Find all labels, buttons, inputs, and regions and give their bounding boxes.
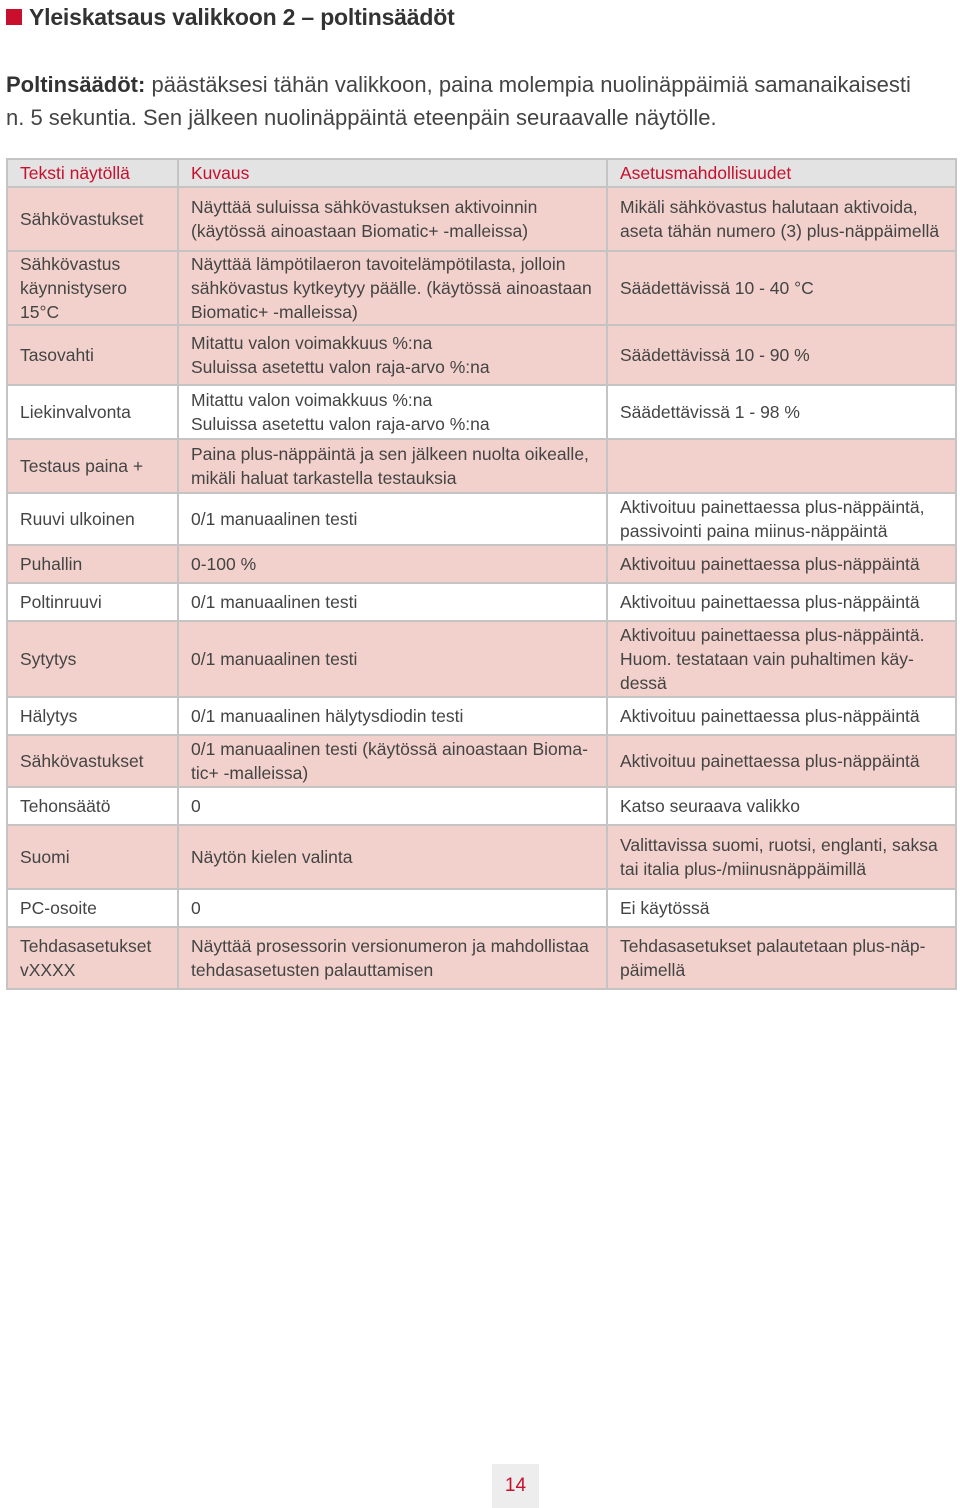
table-row (7, 889, 956, 927)
cell-options: Ei käytössä (607, 889, 956, 927)
cell-options: Säädettävissä 10 - 90 % (607, 325, 956, 385)
page-number: 14 (492, 1464, 539, 1508)
section-heading (6, 2, 455, 32)
table-row (7, 735, 956, 787)
header-display-text: Teksti näytöllä (7, 159, 178, 187)
cell-display: Hälytys (7, 697, 178, 735)
settings-table (6, 158, 957, 990)
table-row (7, 325, 956, 385)
cell-description: Näyttää lämpötilaeron tavoitelämpötilasta, jolloin sähkövastus kytkeytyy päälle. (käytössä ainoastaan Biomatic+ -malleissa) (178, 251, 607, 325)
table-row (7, 385, 956, 439)
table-row (7, 187, 956, 251)
cell-description: 0/1 manuaalinen hälytysdiodin testi (178, 697, 607, 735)
cell-display: Ruuvi ulkoinen (7, 493, 178, 545)
cell-description: Näytön kielen valinta (178, 825, 607, 889)
cell-description: Paina plus-näppäintä ja sen jälkeen nuolta oikealle, mikäli haluat tarkastella testauksia (178, 439, 607, 493)
cell-options: Aktivoituu painettaessa plus-näppäintä, passivointi paina miinus-näppäintä (607, 493, 956, 545)
cell-options: Aktivoituu painettaessa plus-näppäintä (607, 697, 956, 735)
cell-description: Mitattu valon voimakkuus %:na Suluissa asetettu valon raja-arvo %:na (178, 325, 607, 385)
cell-description: Näyttää prosessorin versionumeron ja mahdollistaa tehdasasetusten palauttamisen (178, 927, 607, 989)
red-square-icon (6, 9, 22, 25)
cell-options: Aktivoituu painettaessa plus-näppäintä. Huom. testataan vain puhaltimen käy- dessä (607, 621, 956, 697)
cell-display: Suomi (7, 825, 178, 889)
table-row (7, 825, 956, 889)
cell-options (607, 439, 956, 493)
cell-display: Liekinvalvonta (7, 385, 178, 439)
cell-options: Valittavissa suomi, ruotsi, englanti, saksa tai italia plus-/miinusnäppäimillä (607, 825, 956, 889)
cell-display: Testaus paina + (7, 439, 178, 493)
cell-display: Sähkövastukset (7, 735, 178, 787)
cell-display: Poltinruuvi (7, 583, 178, 621)
header-description: Kuvaus (178, 159, 607, 187)
table-row (7, 621, 956, 697)
cell-description: Mitattu valon voimakkuus %:na Suluissa asetettu valon raja-arvo %:na (178, 385, 607, 439)
table-row (7, 787, 956, 825)
cell-options: Aktivoituu painettaessa plus-näppäintä (607, 583, 956, 621)
table-header-row (7, 159, 956, 187)
cell-description: 0 (178, 787, 607, 825)
table-row (7, 251, 956, 325)
cell-options: Säädettävissä 10 - 40 °C (607, 251, 956, 325)
cell-display: Tehdasasetukset vXXXX (7, 927, 178, 989)
cell-description: 0/1 manuaalinen testi (käytössä ainoastaan Bioma- tic+ -malleissa) (178, 735, 607, 787)
cell-options: Aktivoituu painettaessa plus-näppäintä (607, 545, 956, 583)
cell-description: 0/1 manuaalinen testi (178, 583, 607, 621)
cell-description: 0-100 % (178, 545, 607, 583)
cell-options: Katso seuraava valikko (607, 787, 956, 825)
table-row (7, 493, 956, 545)
cell-options: Aktivoituu painettaessa plus-näppäintä (607, 735, 956, 787)
intro-bold-label: Poltinsäädöt: (6, 72, 146, 97)
table-row (7, 439, 956, 493)
cell-description: 0/1 manuaalinen testi (178, 621, 607, 697)
cell-display: Tasovahti (7, 325, 178, 385)
heading-title: Yleiskatsaus valikkoon 2 – poltinsäädöt (29, 3, 455, 30)
cell-description: 0/1 manuaalinen testi (178, 493, 607, 545)
cell-description: Näyttää suluissa sähkövastuksen aktivoinnin (käytössä ainoastaan Biomatic+ -malleissa) (178, 187, 607, 251)
intro-paragraph (6, 68, 946, 134)
cell-display: PC-osoite (7, 889, 178, 927)
table-row (7, 697, 956, 735)
cell-options: Säädettävissä 1 - 98 % (607, 385, 956, 439)
cell-display: Sytytys (7, 621, 178, 697)
cell-display: Sähkövastukset (7, 187, 178, 251)
cell-options: Mikäli sähkövastus halutaan aktivoida, aseta tähän numero (3) plus-näppäimellä (607, 187, 956, 251)
cell-display: Puhallin (7, 545, 178, 583)
cell-display: Tehonsäätö (7, 787, 178, 825)
cell-options: Tehdasasetukset palautetaan plus-näp- päimellä (607, 927, 956, 989)
intro-line2: n. 5 sekuntia. Sen jälkeen nuolinäppäintä eteenpäin seuraavalle näytölle. (6, 105, 717, 130)
table-row (7, 927, 956, 989)
header-options: Asetusmahdollisuudet (607, 159, 956, 187)
table-row (7, 583, 956, 621)
intro-line1: päästäksesi tähän valikkoon, paina molempia nuolinäppäimiä samanaikaisesti (145, 72, 911, 97)
table-row (7, 545, 956, 583)
cell-display: Sähkövastus käynnistysero 15°C (7, 251, 178, 325)
cell-description: 0 (178, 889, 607, 927)
